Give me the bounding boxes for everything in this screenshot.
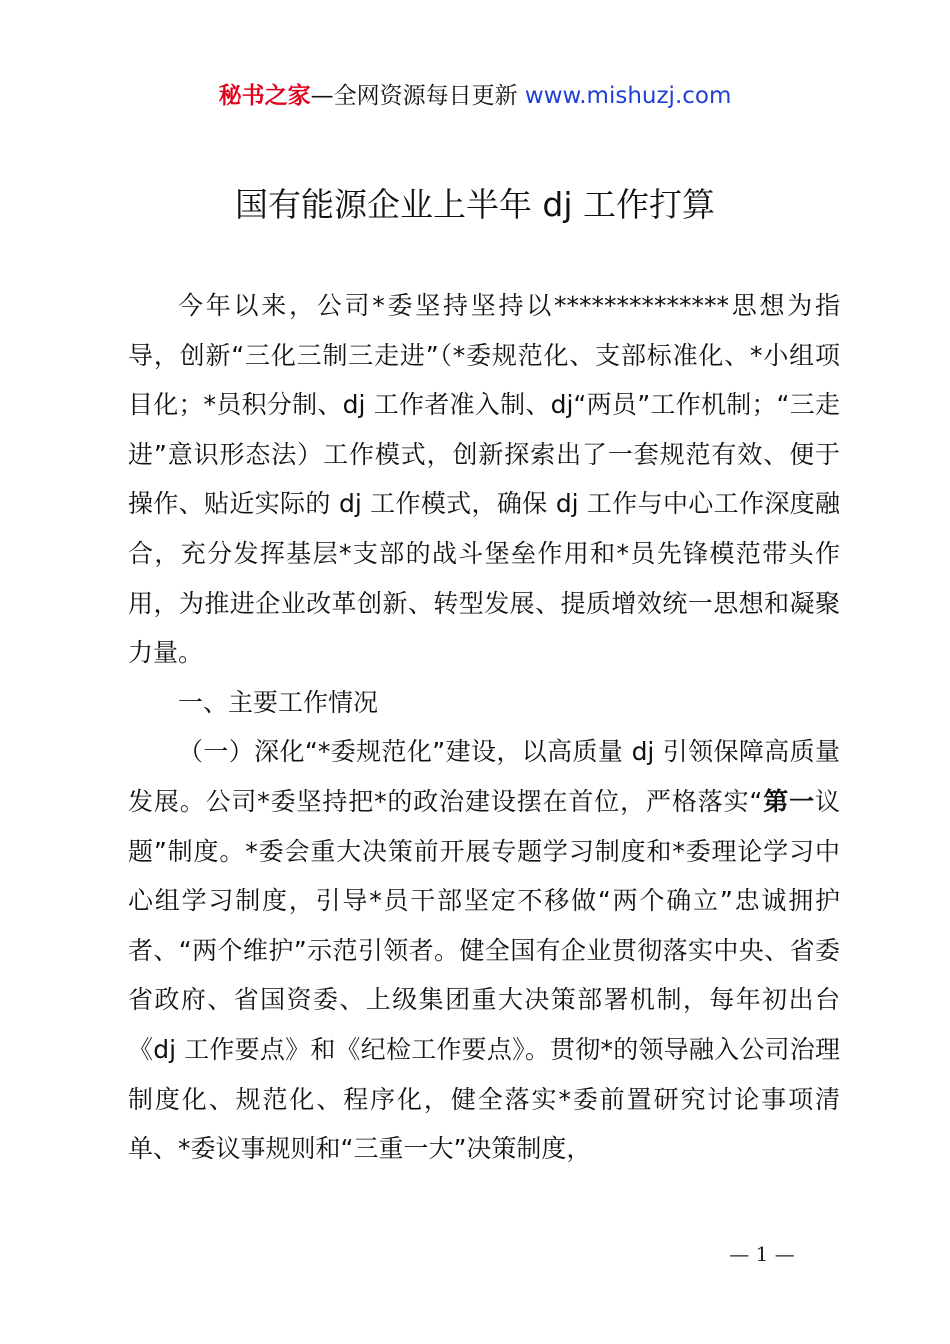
subsection-paragraph xyxy=(128,727,840,1173)
site-banner xyxy=(0,80,950,112)
subsection-text-part2: 议题”制度。*委会重大决策前开展专题学习制度和*委理论学习中心组学习制度，引导*员干部坚定不移做“两个确立”忠诚拥护者、“两个维护”示范引领者。健全国有企业贯彻落实中央、省委省政府、省国资委、上级集团重大决策部署机制，每年初出台《dj 工作要点》和《纪检工作要点》。贯彻*的领导融入公司治理制度化、规范化、程序化，健全落实*委前置研究讨论事项清单、*委议事规则和“三重一大”决策制度， xyxy=(128,786,840,1164)
intro-paragraph: 今年以来，公司*委坚持坚持以**************思想为指导，创新“三化三制三走进”（*委规范化、支部标准化、*小组项目化；*员积分制、dj 工作者准入制、dj“两员”工作机制；“三走进”意识形态法）工作模式，创新探索出了一套规范有效、便于操作、贴近实际的 dj 工作模式，确保 dj 工作与中心工作深度融合，充分发挥基层*支部的战斗堡垒作用和*员先锋模范带头作用，为推进企业改革创新、转型发展、提质增效统一思想和凝聚力量。 xyxy=(128,291,840,668)
section-heading: 一、主要工作情况 xyxy=(178,687,379,717)
document-body xyxy=(128,281,840,1174)
subsection-text-part1: （一）深化“*委规范化”建设，以高质量 dj 引领保障高质量发展。公司*委坚持把*的政治建设摆在首位，严格落实“ xyxy=(128,737,840,816)
page-number: — 1 — xyxy=(729,1242,795,1266)
document-title: 国有能源企业上半年 dj 工作打算 xyxy=(234,185,716,224)
site-url-link[interactable]: www.mishuzj.com xyxy=(524,83,732,109)
bold-emphasis: 第一 xyxy=(762,786,815,816)
site-brand: 秘书之家 xyxy=(218,83,311,109)
site-slogan: —全网资源每日更新 xyxy=(310,83,525,109)
